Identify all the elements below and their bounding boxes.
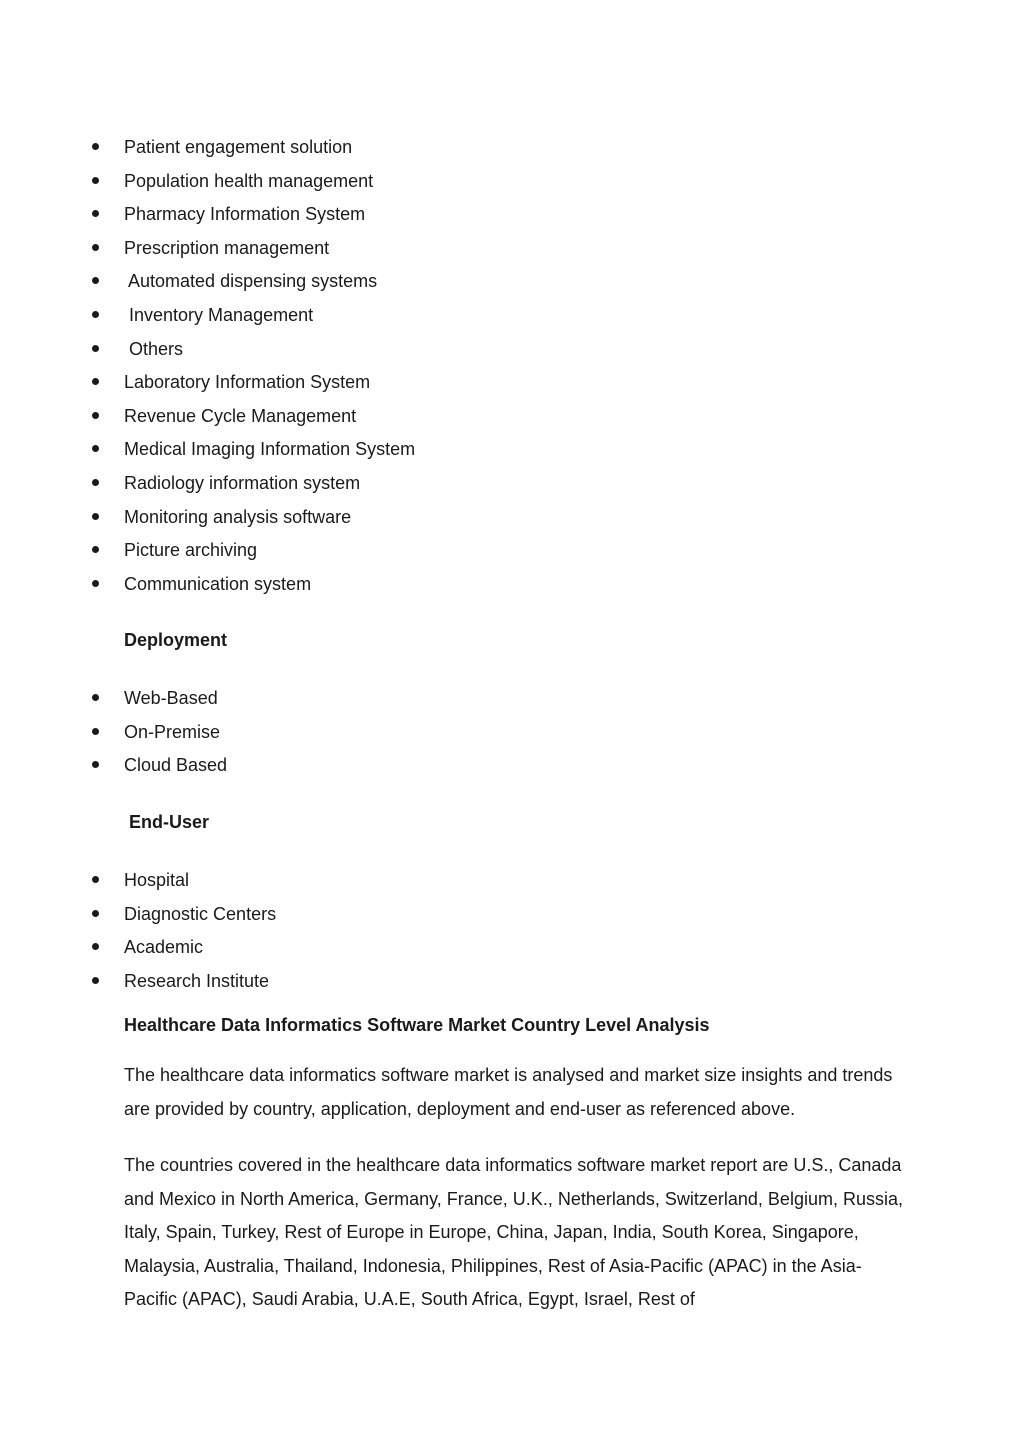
bullet-icon [92,412,99,419]
list-item: Academic [92,937,912,971]
bullet-icon [92,143,99,150]
bullet-icon [92,479,99,486]
bullet-icon [92,761,99,768]
bullet-icon [92,728,99,735]
bullet-icon [92,977,99,984]
list-item: Cloud Based [92,755,912,789]
list-item: Radiology information system [92,473,912,507]
bullet-icon [92,277,99,284]
list-item: Others [92,339,912,373]
list-item: Pharmacy Information System [92,204,912,238]
list-item: Medical Imaging Information System [92,439,912,473]
country-analysis-paragraph-1: The healthcare data informatics software market is analysed and market size insights and trends are provided by country, application, deployment and end-user as referenced above. [124,1065,893,1119]
list-item: Picture archiving [92,540,912,574]
list-item: Web-Based [92,688,912,722]
bullet-icon [92,580,99,587]
list-item: Inventory Management [92,305,912,339]
list-item: Hospital [92,870,912,904]
list-item: Research Institute [92,971,912,1005]
country-analysis-paragraph-2: The countries covered in the healthcare data informatics software market report are U.S., Canada and Mexico in North America, Germany, France, U.K., Netherlands, Switzerland, Belgium, Russia, Italy, Spain, Turkey, Rest of Europe in Europe, China, Japan, India, South Korea, Singapore, Malaysia, Australia, Thailand, Indonesia, Philippines, Rest of Asia-Pacific (APAC) in the Asia-Pacific (APAC), Saudi Arabia, U.A.E, South Africa, Egypt, Israel, Rest of [124,1155,903,1310]
bullet-icon [92,910,99,917]
bullet-icon [92,943,99,950]
list-item: Revenue Cycle Management [92,406,912,440]
end-user-heading: End-User [124,812,210,832]
bullet-icon [92,210,99,217]
list-item: Population health management [92,171,912,205]
bullet-icon [92,311,99,318]
bullet-icon [92,244,99,251]
bullet-icon [92,378,99,385]
bullet-icon [92,876,99,883]
bullet-icon [92,445,99,452]
bullet-icon [92,546,99,553]
bullet-icon [92,513,99,520]
list-item: Automated dispensing systems [92,271,912,305]
list-item: Patient engagement solution [92,137,912,171]
bullet-icon [92,694,99,701]
component-list [92,137,912,607]
list-item: Prescription management [92,238,912,272]
bullet-icon [92,345,99,352]
end-user-list [92,870,912,1004]
list-item: Laboratory Information System [92,372,912,406]
list-item: On-Premise [92,722,912,756]
bullet-icon [92,177,99,184]
deployment-heading: Deployment [124,630,228,650]
deployment-list [92,688,912,789]
country-analysis-heading: Healthcare Data Informatics Software Market Country Level Analysis [124,1015,710,1035]
list-item: Monitoring analysis software [92,507,912,541]
list-item: Communication system [92,574,912,608]
list-item: Diagnostic Centers [92,904,912,938]
